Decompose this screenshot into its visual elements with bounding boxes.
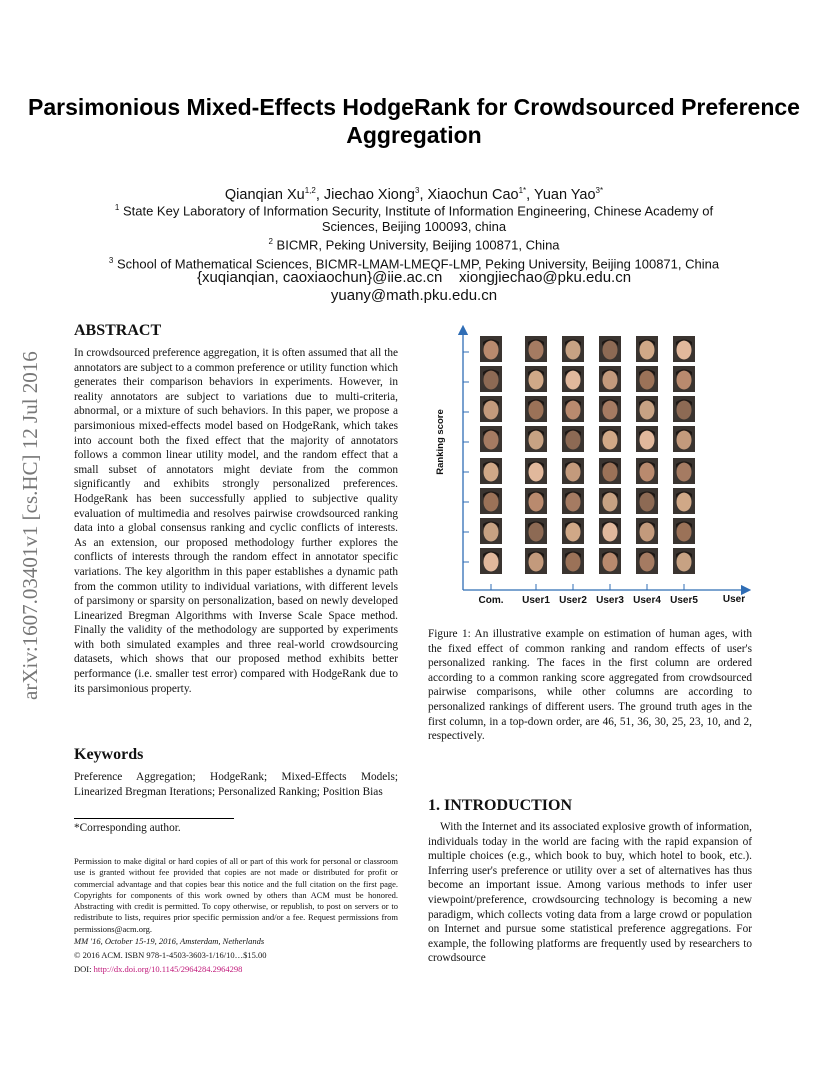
abstract-heading: ABSTRACT: [74, 322, 162, 339]
face-thumbnail: [673, 396, 695, 422]
face-thumbnail: [562, 336, 584, 362]
face-thumbnail: [673, 518, 695, 544]
column-label: Com.: [478, 595, 504, 606]
x-axis-label: User: [722, 594, 746, 605]
column-label: User5: [670, 595, 698, 606]
face-thumbnail: [673, 458, 695, 484]
face-thumbnail: [673, 336, 695, 362]
face-thumbnail: [599, 518, 621, 544]
authors-text: Qianqian Xu$^{1,2}$, Jiechao Xiong$^3$, Xiaochun Cao$^{1*}$, Yuan Yao$^{3*}$: [224, 186, 604, 203]
figure-1: [428, 322, 758, 612]
face-thumbnail: [525, 548, 547, 574]
affiliation-3: $^3$ School of Mathematical Sciences, BICMR-LMAM-LMEQF-LMP, Peking University, Beijing 100871, China: [108, 256, 720, 272]
permission-notice: Permission to make digital or hard copies of all or part of this work for personal or classroom use is granted without fee provided that copies are not made or distributed for profit or commercial advantage and that copies bear this notice and the full citation on the first page. Copyrights for components of this work owned by others than ACM must be honored. Abstracting with credit is permitted. To copy otherwise, or republish, to post on servers or to redistribute to lists, requires prior specific permission and/or a fee. Request permissions from permissions@acm.org.: [74, 856, 398, 934]
keywords-text: Preference Aggregation; HodgeRank; Mixed-Effects Models; Linearized Bregman Iterations; Personalized Ranking; Position Bias: [74, 771, 398, 798]
face-thumbnail: [525, 366, 547, 392]
face-thumbnail: [480, 366, 502, 392]
face-thumbnail: [599, 458, 621, 484]
affiliation-1: $^1$ State Key Laboratory of Information Security, Institute of Information Engineering, Chinese Academy of Sciences, Beijing 100093, china: [114, 203, 714, 234]
face-thumbnail: [673, 548, 695, 574]
face-thumbnail: [562, 488, 584, 514]
face-thumbnail: [636, 458, 658, 484]
face-thumbnail: [636, 518, 658, 544]
paper-title: Parsimonious Mixed-Effects HodgeRank for Crowdsourced Preference Aggregation: [28, 94, 800, 148]
face-thumbnail: [480, 488, 502, 514]
face-thumbnail: [636, 488, 658, 514]
face-thumbnail: [525, 396, 547, 422]
email-3: yuany@math.pku.edu.cn: [330, 287, 498, 304]
y-axis-label: Ranking score: [435, 409, 446, 475]
face-thumbnail: [562, 426, 584, 452]
column-label: User3: [596, 595, 624, 606]
face-thumbnail: [636, 366, 658, 392]
face-ranking-figure: [428, 322, 758, 612]
keywords-heading: Keywords: [74, 746, 144, 763]
email-1: {xuqianqian, caoxiaochun}@iie.ac.cn: [196, 269, 443, 286]
figure-caption: Figure 1: An illustrative example on estimation of human ages, with the fixed effect of common ranking and random effects of user's personalized ranking. The faces in the first column are ordered according to a common ranking score aggregated from crowdsourced pairwise comparisons, while other columns are according to personalized rankings of different users. The ground truth ages in the first column, in a top-down order, are 46, 51, 36, 30, 25, 23, 10, and 2, respectively.: [428, 628, 752, 743]
intro-text: With the Internet and its associated explosive growth of information, individuals today in the world are facing with the rapid expansion of multiple choices (e.g., which book to buy, which hotel to book, etc.). Inferring user's preference or utility over a set of alternatives has thus become an important issue. Among various methods to infer user viewpoint/preference, crowdsourcing technology is becoming a new paradigm, which collects voting data from a large crowd or population on Internet and pursue some statistical preference aggregations. For example, the following platforms are frequently used by researchers to crowdsource: [428, 821, 752, 965]
column-label: User1: [522, 595, 550, 606]
face-thumbnail: [480, 336, 502, 362]
face-thumbnail: [599, 336, 621, 362]
face-thumbnail: [480, 426, 502, 452]
doi-link[interactable]: http://dx.doi.org/10.1145/2964284.2964298: [93, 964, 243, 974]
face-thumbnail: [562, 366, 584, 392]
face-thumbnail: [562, 518, 584, 544]
affiliation-2: $^2$ BICMR, Peking University, Beijing 100871, China: [268, 237, 560, 253]
face-thumbnail: [525, 518, 547, 544]
face-thumbnail: [636, 396, 658, 422]
abstract-text: In crowdsourced preference aggregation, it is often assumed that all the annotators are subject to a common preference or utility function which generates their comparison behaviors in experiments. However, in reality annotators are subject to variations due to multi-criteria, abnormal, or a mixture of such behaviors. In this paper, we propose a parsimonious mixed-effects model based on HodgeRank, which takes into account both the fixed effect that the majority of annotators follows a common linear utility model, and the random effect that a small subset of annotators might deviate from the common significantly and exhibits strongly personalized preferences. HodgeRank has been successfully applied to subjective quality evaluation of multimedia and resolves pairwise crowdsourced ranking data into a global consensus ranking and cyclic conflicts of interests. As an extension, our proposed methodology further explores the conflicts of interests through the random effect in annotator specific variations. The key algorithm in this paper establishes a dynamic path from the common utility to individual variations, with different levels of parsimony or sparsity on personalization, based on newly developed Linearized Bregman Algorithms with Inverse Scale Space method. Finally the validity of the methodology are supported by experiments with both simulated examples and three real-world crowdsourcing datasets, which shows that our proposed method exhibits better performance (i.e. smaller test error) compared with HodgeRank due to its parsimonious property.: [74, 347, 398, 695]
face-thumbnail: [636, 336, 658, 362]
arxiv-stamp: arXiv:1607.03401v1 [cs.HC] 12 Jul 2016: [18, 351, 42, 701]
face-thumbnail: [525, 426, 547, 452]
face-thumbnail: [480, 458, 502, 484]
face-thumbnail: [480, 518, 502, 544]
face-thumbnail: [562, 396, 584, 422]
column-label: User2: [559, 595, 587, 606]
emails: [0, 269, 828, 305]
face-thumbnail: [599, 548, 621, 574]
face-thumbnail: [480, 396, 502, 422]
doi-line: DOI: http://dx.doi.org/10.1145/2964284.2964298: [74, 964, 243, 974]
face-thumbnail: [599, 426, 621, 452]
face-thumbnail: [636, 548, 658, 574]
face-thumbnail: [562, 458, 584, 484]
face-thumbnail: [673, 488, 695, 514]
affiliations: [100, 200, 728, 272]
copyright-line: © 2016 ACM. ISBN 978-1-4503-3603-1/16/10…$15.00: [74, 950, 267, 960]
face-thumbnail: [525, 336, 547, 362]
face-thumbnail: [673, 426, 695, 452]
face-thumbnail: [599, 396, 621, 422]
intro-heading: 1. INTRODUCTION: [428, 797, 573, 814]
face-thumbnail: [562, 548, 584, 574]
face-thumbnail: [525, 488, 547, 514]
email-2: xiongjiechao@pku.edu.cn: [459, 269, 632, 286]
face-thumbnail: [480, 548, 502, 574]
face-thumbnail: [636, 426, 658, 452]
face-thumbnail: [599, 366, 621, 392]
footnote-rule: [74, 818, 234, 819]
face-thumbnail: [599, 488, 621, 514]
face-thumbnail: [525, 458, 547, 484]
corresponding-author-note: *Corresponding author.: [74, 822, 181, 834]
face-thumbnail: [673, 366, 695, 392]
conference-info: MM '16, October 15-19, 2016, Amsterdam, Netherlands: [74, 936, 265, 946]
column-label: User4: [633, 595, 661, 606]
